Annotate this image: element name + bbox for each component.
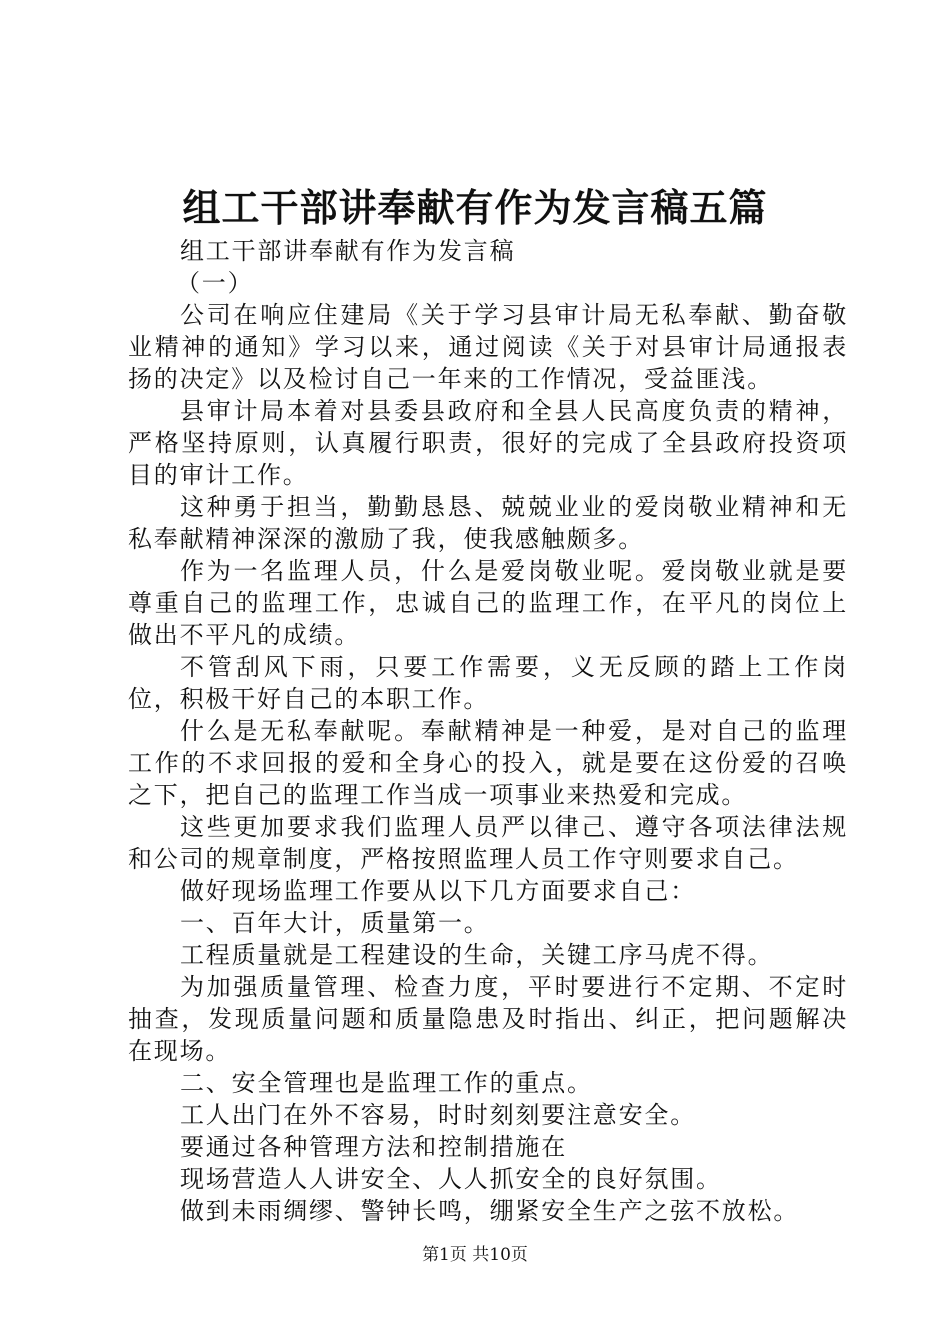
paragraph: 做好现场监理工作要从以下几方面要求自己： xyxy=(180,877,696,905)
paragraph: 工程质量就是工程建设的生命，关键工序马虎不得。 xyxy=(180,941,774,969)
paragraph: 作为一名监理人员，什么是爱岗敬业呢。爱岗敬业就是要尊重自己的监理工作，忠诚自己的监理工作，在平凡的岗位上做出不平凡的成绩。 xyxy=(128,557,848,649)
document-title: 组工干部讲奉献有作为发言稿五篇 xyxy=(182,185,768,230)
document-body xyxy=(128,235,848,1227)
paragraph: 工人出门在外不容易，时时刻刻要注意安全。 xyxy=(180,1101,696,1129)
paragraph: 这些更加要求我们监理人员严以律己、遵守各项法律法规和公司的规章制度，严格按照监理人员工作守则要求自己。 xyxy=(128,813,848,873)
section-heading: 一、百年大计，质量第一。 xyxy=(180,909,490,937)
document-subtitle: 组工干部讲奉献有作为发言稿 xyxy=(180,237,516,265)
paragraph: 现场营造人人讲安全、人人抓安全的良好氛围。 xyxy=(180,1165,722,1193)
paragraph: 县审计局本着对县委县政府和全县人民高度负责的精神，严格坚持原则，认真履行职责，很好的完成了全县政府投资项目的审计工作。 xyxy=(128,397,848,489)
paragraph: 什么是无私奉献呢。奉献精神是一种爱，是对自己的监理工作的不求回报的爱和全身心的投入，就是要在这份爱的召唤之下，把自己的监理工作当成一项事业来热爱和完成。 xyxy=(128,717,848,809)
paragraph: 要通过各种管理方法和控制措施在 xyxy=(180,1133,567,1161)
paragraph: 做到未雨绸缪、警钟长鸣，绷紧安全生产之弦不放松。 xyxy=(180,1197,800,1225)
page-number-footer: 第1页 共10页 xyxy=(422,1245,528,1265)
part-label: （一） xyxy=(176,269,254,297)
paragraph: 公司在响应住建局《关于学习县审计局无私奉献、勤奋敬业精神的通知》学习以来，通过阅读《关于对县审计局通报表扬的决定》以及检讨自己一年来的工作情况，受益匪浅。 xyxy=(128,301,848,393)
paragraph: 不管刮风下雨，只要工作需要，义无反顾的踏上工作岗位，积极干好自己的本职工作。 xyxy=(128,653,848,713)
section-heading: 二、安全管理也是监理工作的重点。 xyxy=(180,1069,593,1097)
paragraph: 为加强质量管理、检查力度，平时要进行不定期、不定时抽查，发现质量问题和质量隐患及时指出、纠正，把问题解决在现场。 xyxy=(128,973,848,1065)
paragraph: 这种勇于担当，勤勤恳恳、兢兢业业的爱岗敬业精神和无私奉献精神深深的激励了我，使我感触颇多。 xyxy=(128,493,848,553)
